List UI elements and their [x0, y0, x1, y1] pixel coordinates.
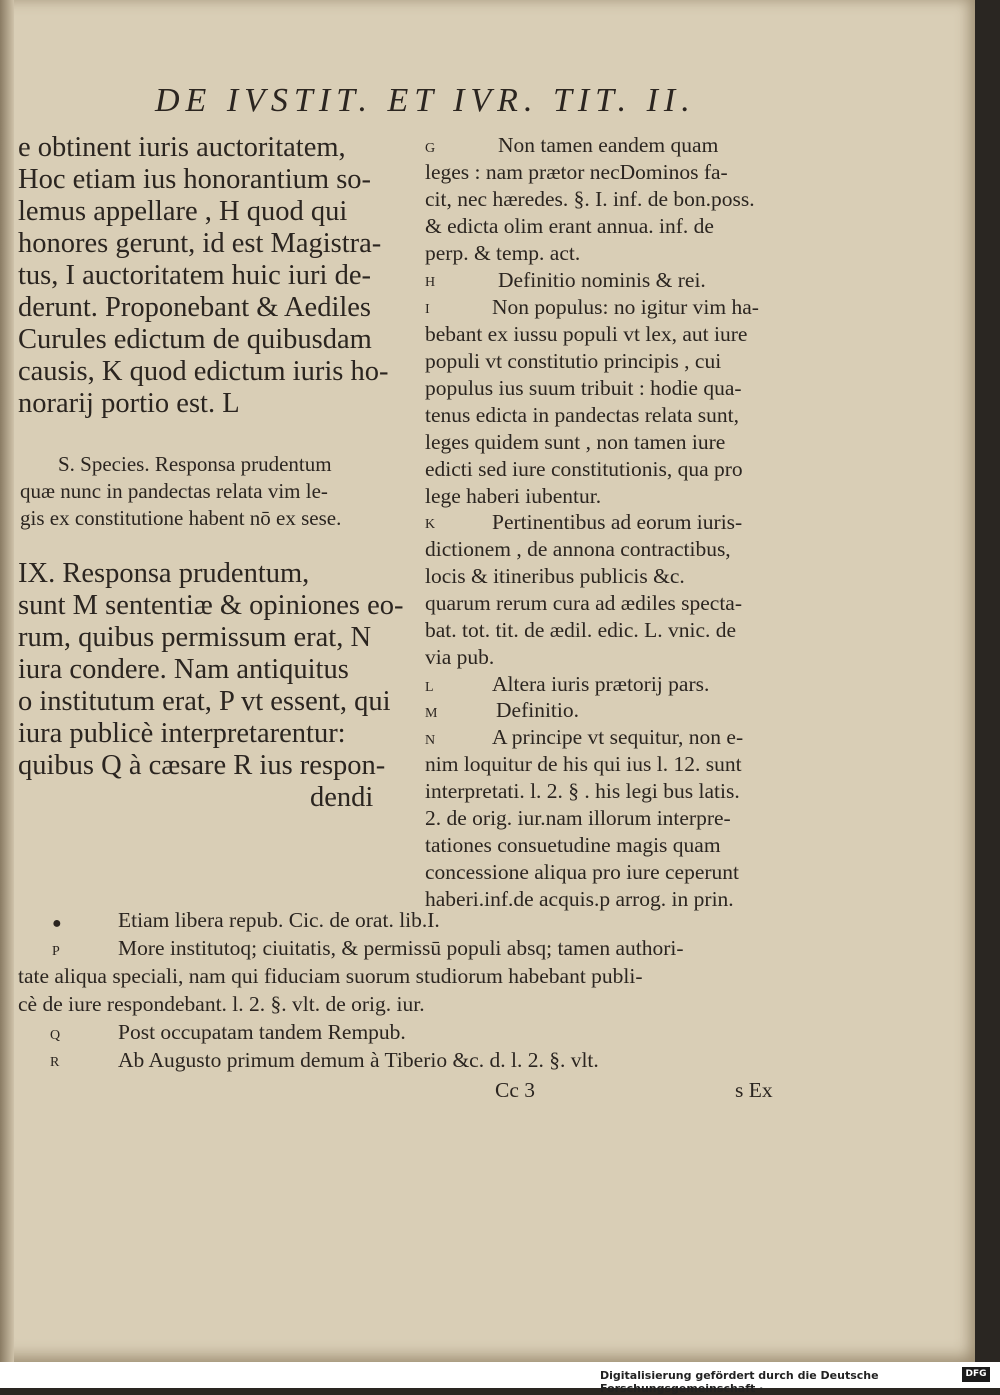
note-line: Definitio nominis & rei. [498, 268, 706, 292]
note-line: Definitio. [496, 698, 579, 722]
note-line: leges quidem sunt , non tamen iure [425, 430, 726, 454]
note-line: quarum rerum cura ad ædiles specta- [425, 591, 742, 615]
section-line: o institutum erat, P vt essent, qui [18, 686, 391, 717]
running-head: DE IVSTIT. ET IVR. TIT. II. [155, 82, 696, 119]
note-line: locis & itineribus publicis &c. [425, 564, 685, 588]
footnote-marker: Q [50, 1028, 61, 1043]
note-marker: M [425, 706, 438, 721]
footnote-marker: ● [52, 915, 62, 932]
note-marker: L [425, 680, 434, 695]
note-line: bebant ex iussu populi vt lex, aut iure [425, 322, 748, 346]
signature-mark: Cc 3 [495, 1078, 536, 1102]
footnote-marker: P [52, 944, 60, 959]
note-marker: N [425, 733, 436, 748]
note-line: 2. de orig. iur.nam illorum interpre- [425, 806, 731, 830]
section-line: iura condere. Nam antiquitus [18, 654, 349, 685]
footnote-marker: R [50, 1055, 60, 1070]
note-line: via pub. [425, 645, 495, 669]
note-line: edicti sed iure constitutionis, qua pro [425, 457, 743, 481]
footnote-line: cè de iure respondebant. l. 2. §. vlt. de orig. iur. [18, 992, 425, 1016]
note-line: tenus edicta in pandectas relata sunt, [425, 403, 740, 427]
note-line: concessione aliqua pro iure ceperunt [425, 860, 740, 884]
summary-line: quæ nunc in pandectas relata vim le- [20, 479, 328, 503]
note-marker: G [425, 141, 436, 156]
note-line: cit, nec hæredes. §. I. inf. de bon.poss. [425, 187, 755, 211]
catchword: s Ex [735, 1078, 773, 1102]
summary-line: S. Species. Responsa prudentum [58, 452, 332, 476]
note-line: populus ius suum tribuit : hodie qua- [425, 376, 742, 400]
main-text-line: lemus appellare , H quod qui [18, 196, 348, 227]
main-text-line: honores gerunt, id est Magistra- [18, 228, 382, 259]
note-line: & edicta olim erant annua. inf. de [425, 214, 714, 238]
section-line: dendi [310, 782, 374, 813]
note-line: perp. & temp. act. [425, 241, 581, 265]
main-text-line: derunt. Proponebant & Aediles [18, 292, 372, 323]
note-marker: H [425, 275, 436, 290]
summary-line: gis ex constitutione habent nō ex sese. [20, 506, 342, 530]
note-marker: K [425, 517, 436, 532]
note-line: leges : nam prætor necDominos fa- [425, 160, 728, 184]
note-line: populi vt constitutio principis , cui [425, 349, 722, 373]
note-line: dictionem , de annona contractibus, [425, 537, 731, 561]
page-gutter-shadow [0, 0, 14, 1362]
note-line: tationes consuetudine magis quam [425, 833, 721, 857]
note-line: A principe vt sequitur, non e- [492, 725, 744, 749]
main-text-line: e obtinent iuris auctoritatem, [18, 132, 346, 163]
digitization-credit: Digitalisierung gefördert durch die Deutsche Forschungsgemeinschaft · [600, 1369, 879, 1395]
footnote-line: More institutoq; ciuitatis, & permissū populi absq; tamen authori- [118, 936, 684, 960]
note-marker: I [425, 302, 430, 317]
section-line: IX. Responsa prudentum, [18, 558, 310, 589]
main-text-line: norarij portio est. L [18, 388, 240, 419]
note-line: haberi.inf.de acquis.p arrog. in prin. [425, 887, 734, 911]
footnote-line: Post occupatam tandem Rempub. [118, 1020, 406, 1044]
note-line: bat. tot. tit. de ædil. edic. L. vnic. de [425, 618, 737, 642]
main-text-line: Hoc etiam ius honorantium so- [18, 164, 372, 195]
main-text-line: Curules edictum de quibusdam [18, 324, 372, 355]
note-line: Pertinentibus ad eorum iuris- [492, 510, 743, 534]
section-line: sunt M sententiæ & opiniones eo- [18, 590, 404, 621]
footnote-line: tate aliqua speciali, nam qui fiduciam suorum studiorum habebant publi- [18, 964, 643, 988]
main-text-line: tus, I auctoritatem huic iuri de- [18, 260, 371, 291]
note-line: lege haberi iubentur. [425, 484, 602, 508]
footnote-line: Etiam libera repub. Cic. de orat. lib.I. [118, 908, 440, 932]
note-line: nim loquitur de his qui ius l. 12. sunt [425, 752, 742, 776]
note-line: Non tamen eandem quam [498, 133, 719, 157]
note-line: Altera iuris prætorij pars. [492, 672, 710, 696]
section-line: iura publicè interpretarentur: [18, 718, 346, 749]
section-line: rum, quibus permissum erat, N [18, 622, 372, 653]
section-line: quibus Q à cæsare R ius respon- [18, 750, 386, 781]
note-line: interpretati. l. 2. § . his legi bus latis. [425, 779, 740, 803]
dfg-logo: DFG [962, 1367, 990, 1382]
note-line: Non populus: no igitur vim ha- [492, 295, 759, 319]
main-text-line: causis, K quod edictum iuris ho- [18, 356, 389, 387]
footnote-line: Ab Augusto primum demum à Tiberio &c. d. l. 2. §. vlt. [118, 1048, 599, 1072]
